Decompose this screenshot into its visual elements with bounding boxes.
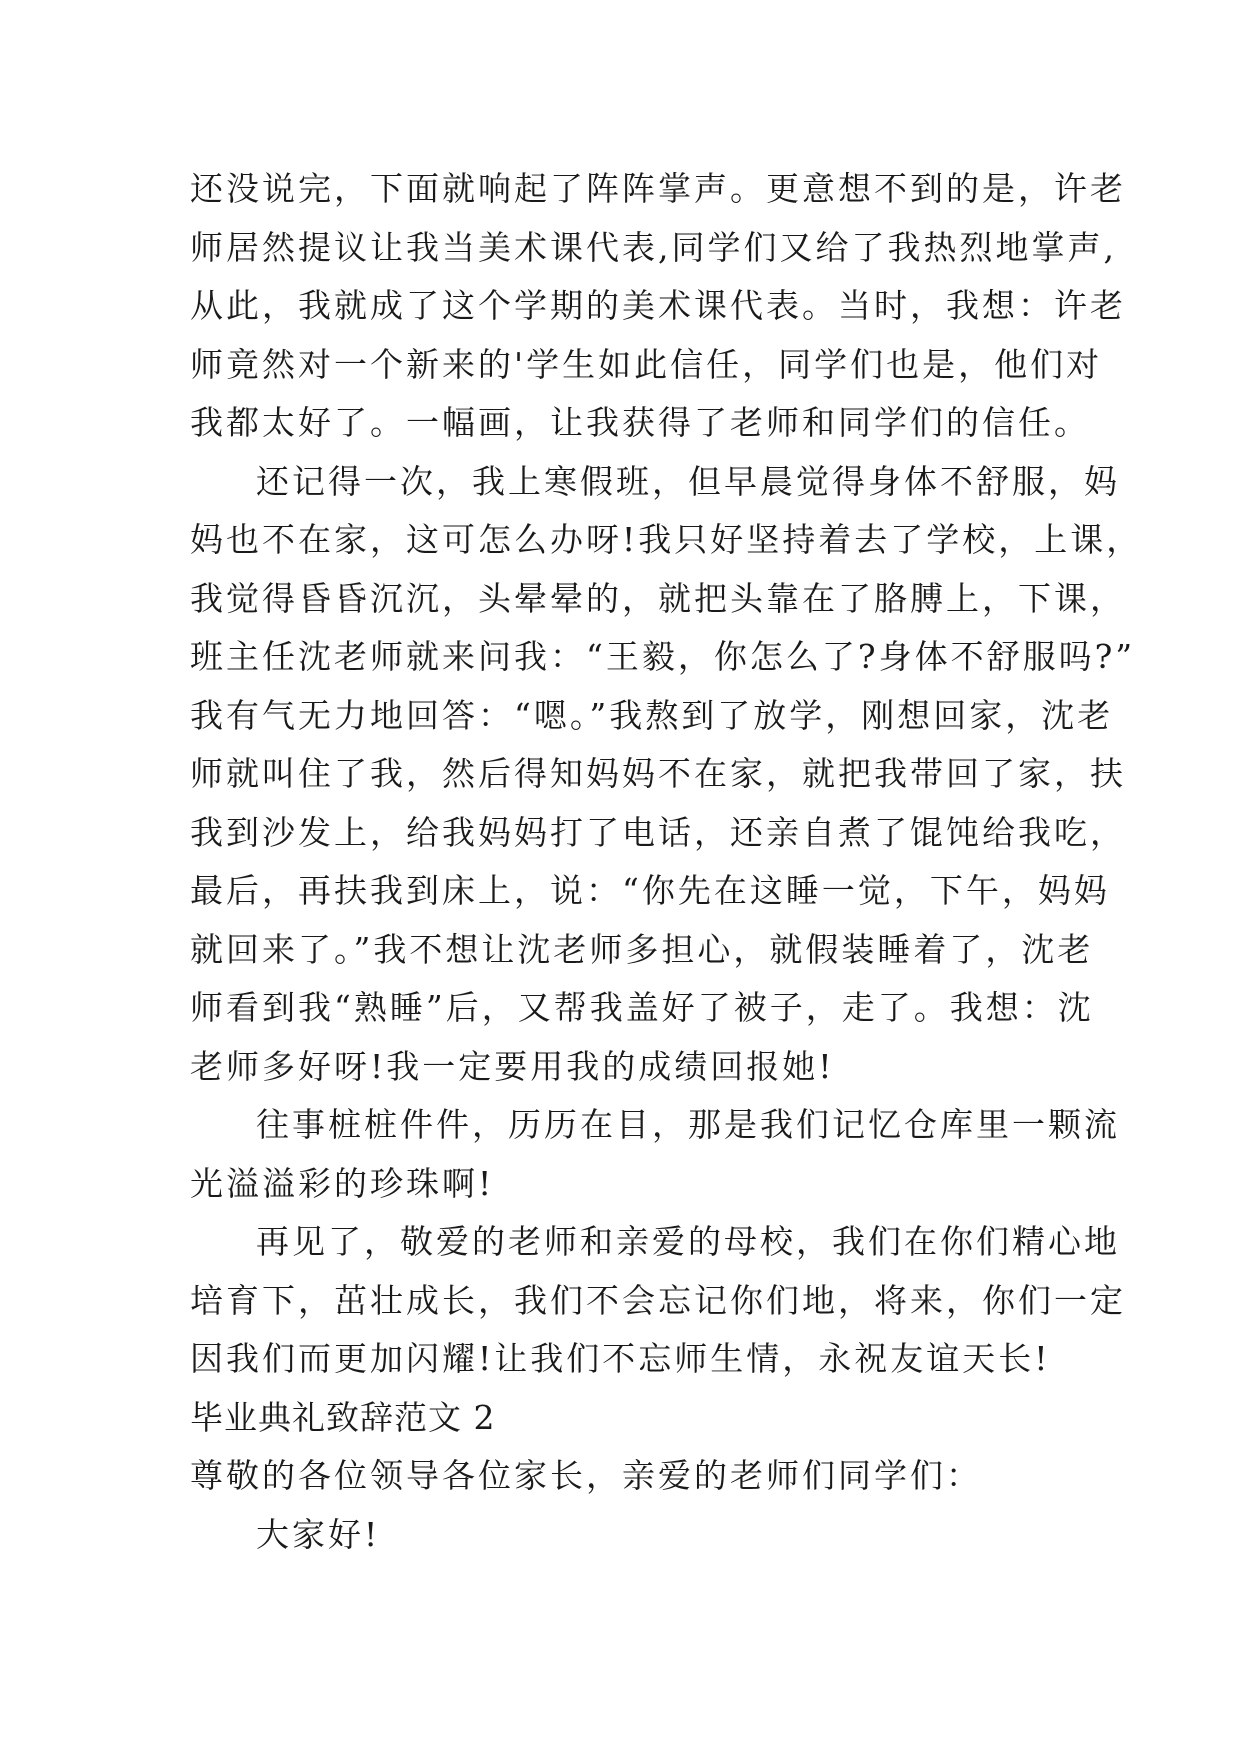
text-line-12: 我到沙发上，给我妈妈打了电话，还亲自煮了馄饨给我吃， [190, 812, 1126, 852]
text-line-7: 妈也不在家，这可怎么办呀!我只好坚持着去了学校，上课， [190, 520, 1143, 559]
text-line-8: 我觉得昏昏沉沉，头晕晕的，就把头靠在了胳膊上，下课， [190, 578, 1126, 618]
text-line-19: 再见了，敬爱的老师和亲爱的母校，我们在你们精心地 [256, 1222, 1120, 1261]
text-line-18: 光溢溢彩的珍珠啊! [190, 1163, 495, 1203]
document-body [190, 160, 1143, 1564]
text-line-1: 还没说完，下面就响起了阵阵掌声。更意想不到的是，许老 [190, 169, 1126, 208]
text-line-20: 培育下，茁壮成长，我们不会忘记你们地，将来，你们一定 [190, 1280, 1126, 1320]
text-line-11: 师就叫住了我，然后得知妈妈不在家，就把我带回了家，扶 [190, 754, 1126, 793]
section-heading: 毕业典礼致辞范文 2 [190, 1397, 496, 1437]
text-line-17: 往事桩桩件件，历历在目，那是我们记忆仓库里一颗流 [256, 1105, 1120, 1144]
text-line-5: 我都太好了。一幅画，让我获得了老师和同学们的信任。 [190, 403, 1090, 442]
salutation-line: 尊敬的各位领导各位家长，亲爱的老师们同学们： [190, 1456, 982, 1495]
text-line-14: 就回来了。”我不想让沈老师多担心，就假装睡着了，沈老 [190, 929, 1094, 969]
text-line-15: 师看到我“熟睡”后，又帮我盖好了被子，走了。我想：沈 [190, 988, 1094, 1027]
text-line-6: 还记得一次，我上寒假班，但早晨觉得身体不舒服，妈 [256, 461, 1120, 501]
text-line-4: 师竟然对一个新来的'学生如此信任，同学们也是，他们对 [190, 344, 1103, 384]
greeting-line: 大家好! [256, 1514, 381, 1554]
text-line-2: 师居然提议让我当美术课代表,同学们又给了我热烈地掌声, [190, 227, 1117, 267]
text-line-9: 班主任沈老师就来问我：“王毅，你怎么了?身体不舒服吗?” [190, 637, 1136, 676]
text-line-21: 因我们而更加闪耀!让我们不忘师生情，永祝友谊天长! [190, 1339, 1051, 1378]
text-line-3: 从此，我就成了这个学期的美术课代表。当时，我想：许老 [190, 286, 1126, 325]
text-line-10: 我有气无力地回答：“嗯。”我熬到了放学，刚想回家，沈老 [190, 695, 1114, 735]
text-line-13: 最后，再扶我到床上，说：“你先在这睡一觉，下午，妈妈 [190, 871, 1110, 910]
text-line-16: 老师多好呀!我一定要用我的成绩回报她! [190, 1046, 835, 1086]
